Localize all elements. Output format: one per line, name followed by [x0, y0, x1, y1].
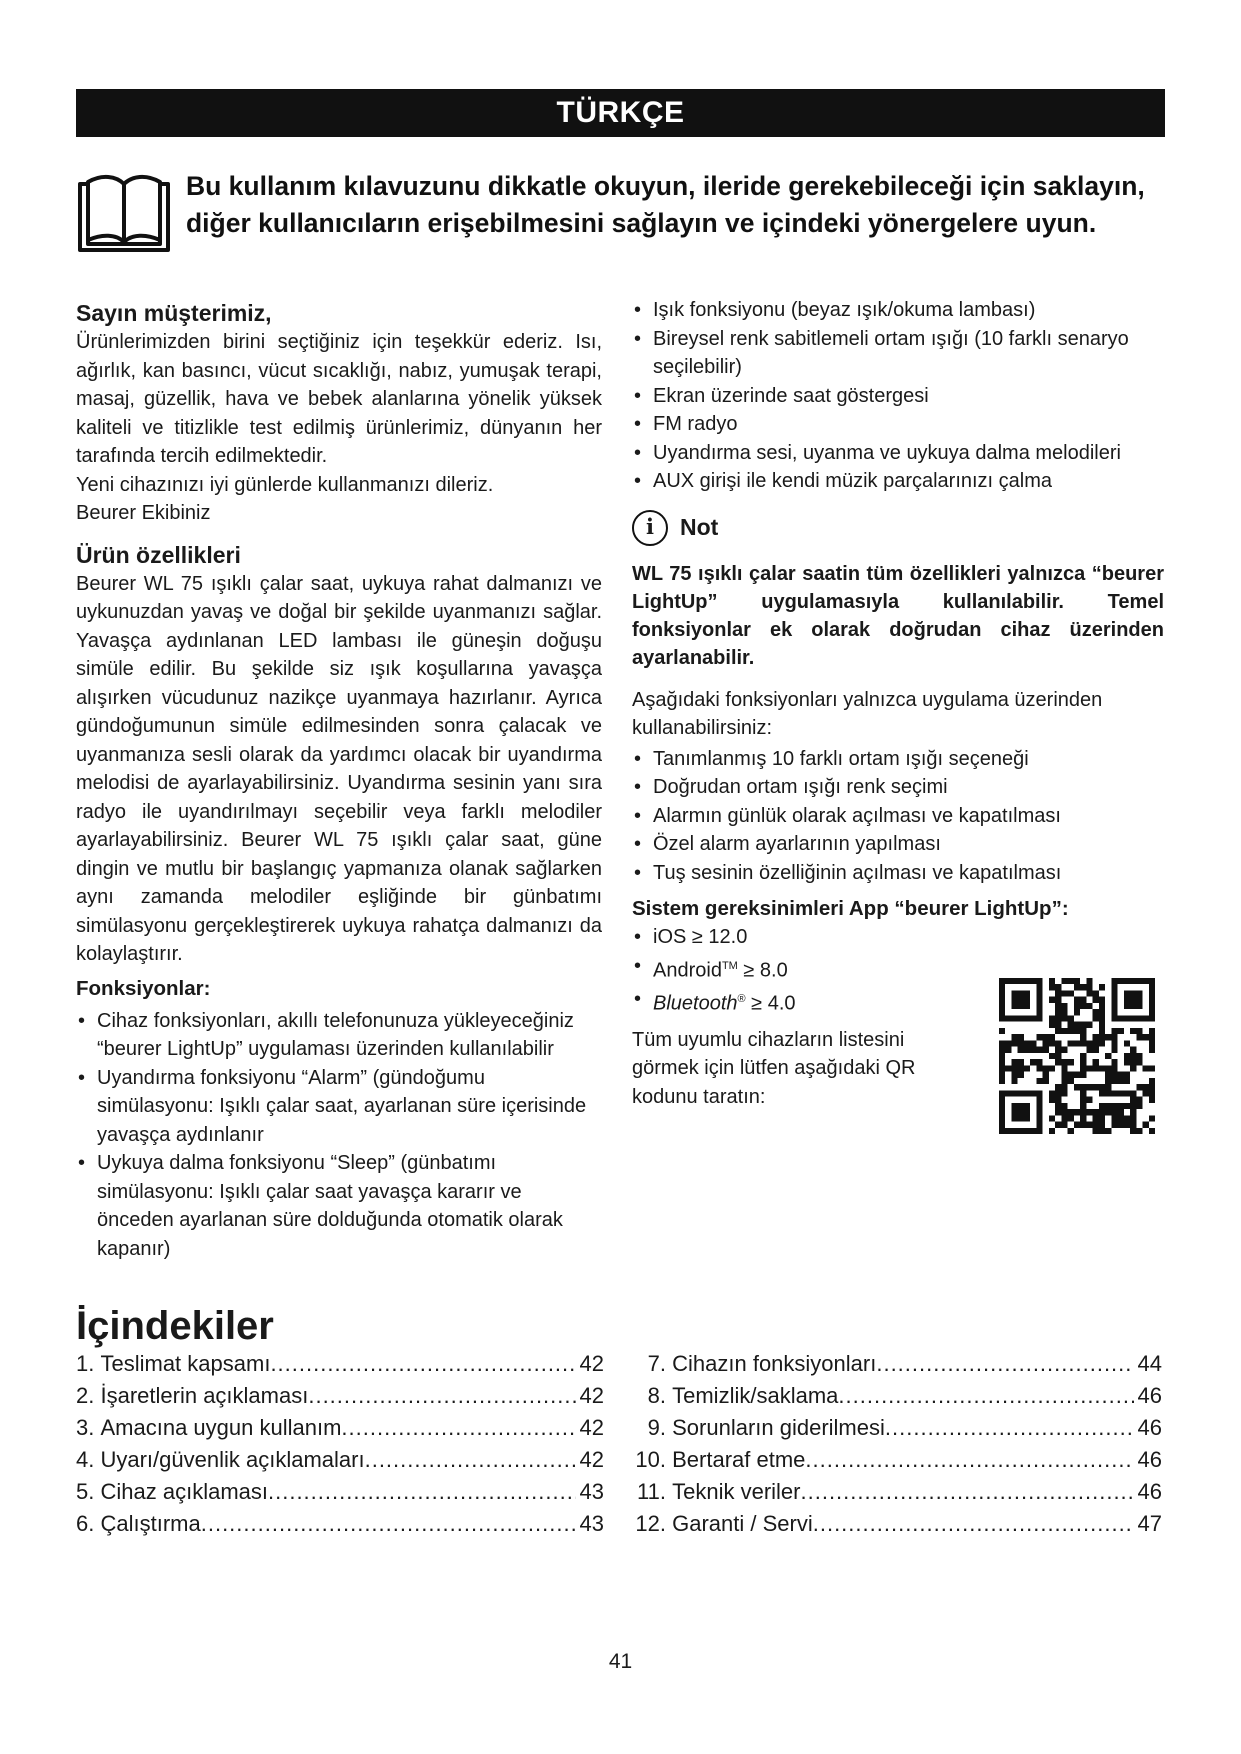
info-icon: i [632, 510, 668, 546]
list-item: • Özel alarm ayarlarının yapılması [632, 830, 1164, 859]
toc-label: Bertaraf etme [672, 1447, 806, 1472]
features-title: Ürün özellikleri [76, 541, 241, 568]
requirements-title: Sistem gereksinimleri App “beurer LightUp”: [632, 897, 1069, 920]
bluetooth-version: ≥ 4.0 [745, 992, 796, 1015]
list-item: • Işık fonksiyonu (beyaz ışık/okuma lambası) [632, 296, 1164, 325]
left-column [76, 298, 602, 1263]
toc-page: 42 [579, 1447, 604, 1472]
list-item: • iOS ≥ 12.0 [632, 923, 962, 952]
toc-title: İçindekiler [76, 1304, 274, 1348]
bluetooth-name: Bluetooth [653, 992, 738, 1015]
functions-title: Fonksiyonlar: [76, 976, 211, 1000]
toc-label: Teslimat kapsamı [100, 1351, 271, 1376]
list-item: • Doğrudan ortam ışığı renk seçimi [632, 773, 1164, 802]
toc-entry[interactable] [76, 1444, 604, 1476]
toc-page: 46 [1137, 1383, 1162, 1408]
list-item: • Uyandırma sesi, uyanma ve uykuya dalma melodileri [632, 439, 1164, 468]
toc-number: 2. [76, 1383, 95, 1408]
list-item: • Bireysel renk sabitlemeli ortam ışığı (10 farklı senaryo seçilebilir) [632, 325, 1164, 382]
language-title: TÜRKÇE [556, 96, 685, 129]
list-item: • FM radyo [632, 410, 1164, 439]
toc-number: 8. [647, 1383, 666, 1408]
toc-entry[interactable] [76, 1380, 604, 1412]
toc-label: Garanti / Servi [672, 1511, 813, 1536]
manual-book-icon [76, 170, 172, 252]
list-item: • Alarmın günlük olarak açılması ve kapatılması [632, 802, 1164, 831]
toc-page: 46 [1137, 1479, 1162, 1504]
toc-page: 46 [1137, 1415, 1162, 1440]
toc-entry[interactable] [76, 1348, 604, 1380]
toc-page: 44 [1137, 1351, 1162, 1376]
list-item: • Tanımlanmış 10 farklı ortam ışığı seçeneği [632, 745, 1164, 774]
toc-label: Amacına uygun kullanım [100, 1415, 342, 1440]
toc-number: 5. [76, 1479, 95, 1504]
toc-number: 4. [76, 1447, 95, 1472]
toc-entry[interactable] [76, 1476, 604, 1508]
toc-number: 3. [76, 1415, 95, 1440]
note-title: Not [680, 514, 719, 541]
note-header [632, 510, 1164, 546]
features-text: Beurer WL 75 ışıklı çalar saat, uykuya rahat dalmanızı ve uykunuzdan yavaş ve doğal bir şekilde uyanmanızı sağlar. Yavaşça aydınlanan LED lambası ile güneşin doğuşu simüle edilir. Bu şekilde siz ışık koşullarına yavaşça alışırken vücudunuz nazikçe uyanmaya hazırlanır. Ayrıca gündoğumunun simüle edilmesinden sonra çalacak ve uyanmanıza sesli olarak da yardımcı olacak bir uyandırma melodisi de ayarlayabilirsiniz. Uyandırma sesinin yanı sıra radyo ile uyandırılmayı seçebilir veya farklı melodiler ayarlayabilirsiniz. Beurer WL 75 ışıklı çalar saat, güne dingin ve mutlu bir başlangıç yapmanıza olanak sağlarken aynı zamanda melodiler eşliğinde bir günbatımı simülasyonu gerçekleştirerek uykuya rahatça dalmanızı da kolaylaştırır. [76, 572, 602, 965]
greeting-team: Beurer Ekibiniz [76, 502, 211, 524]
requirements-list [632, 923, 962, 1018]
qr-code-icon [998, 978, 1156, 1134]
toc-page: 43 [579, 1511, 604, 1536]
toc-entry[interactable] [632, 1508, 1162, 1540]
greeting-title: Sayın müşterimiz, [76, 300, 272, 326]
list-item: • Uyandırma fonksiyonu “Alarm” (gündoğumu simülasyonu: Işıklı çalar saat, ayarlanan süre içerisinde yavaşça aydınlanır [76, 1064, 602, 1150]
android-version: ≥ 8.0 [737, 959, 788, 982]
toc-entry[interactable] [632, 1380, 1162, 1412]
toc-page: 42 [579, 1415, 604, 1440]
toc-label: İşaretlerin açıklaması [100, 1383, 309, 1408]
toc-page: 42 [579, 1351, 604, 1376]
intro-line-1: Bu kullanım kılavuzunu dikkatle okuyun, ileride gerekebileceği için saklayın, [186, 171, 1145, 201]
toc-right [632, 1348, 1162, 1540]
feature-bullets [632, 296, 1164, 496]
toc-label: Cihaz açıklaması [100, 1479, 268, 1504]
toc-label: Çalıştırma [100, 1511, 201, 1536]
list-item: • Cihaz fonksiyonları, akıllı telefonunuza yükleyeceğiniz “beurer LightUp” uygulaması üzerinden kullanılabilir [76, 1007, 602, 1064]
toc-entry[interactable] [632, 1444, 1162, 1476]
note-text: WL 75 ışıklı çalar saatin tüm özellikleri yalnızca “beurer LightUp” uygulamasıyla kullanılabilir. Temel fonksiyonlar ek olarak doğrudan cihaz üzerinden ayarlanabilir. [632, 562, 1164, 669]
intro-instructions [186, 168, 1176, 242]
toc-page: 46 [1137, 1447, 1162, 1472]
functions-list [76, 1007, 602, 1264]
app-only-list [632, 745, 1164, 888]
toc-number: 7. [647, 1351, 666, 1376]
toc-label: Cihazın fonksiyonları [672, 1351, 877, 1376]
list-item [632, 952, 962, 985]
list-item: • Uykuya dalma fonksiyonu “Sleep” (günbatımı simülasyonu: Işıklı çalar saat yavaşça kararır ve önceden ayarlanan süre dolduğunda otomatik olarak kapanır) [76, 1149, 602, 1263]
intro-line-2: diğer kullanıcıların erişebilmesini sağlayın ve içindeki yönergelere uyun. [186, 208, 1097, 238]
android-name: Android [653, 959, 722, 982]
toc-label: Teknik veriler [672, 1479, 801, 1504]
toc-entry[interactable] [632, 1412, 1162, 1444]
registered-sign: ® [737, 992, 746, 1005]
list-item [632, 985, 962, 1018]
greeting-text: Ürünlerimizden birini seçtiğiniz için teşekkür ederiz. Isı, ağırlık, kan basıncı, vücut sıcaklığı, nabız, yumuşak terapi, masaj, güzellik, hava ve bebek alanlarına yönelik yüksek kaliteli ve titizlikle test edilmiş ürünlerimiz, dünyanın her tarafında tercih edilmektedir. [76, 331, 602, 467]
toc-number: 1. [76, 1351, 95, 1376]
toc-number: 9. [647, 1415, 666, 1440]
list-item: • Ekran üzerinde saat göstergesi [632, 382, 1164, 411]
toc-page: 42 [579, 1383, 604, 1408]
toc-label: Uyarı/güvenlik açıklamaları [100, 1447, 365, 1472]
toc-label: Sorunların giderilmesi [672, 1415, 885, 1440]
app-only-intro: Aşağıdaki fonksiyonları yalnızca uygulama üzerinden kullanabilirsiniz: [632, 688, 1103, 739]
list-item: • Tuş sesinin özelliğinin açılması ve kapatılması [632, 859, 1164, 888]
language-header [76, 89, 1165, 137]
qr-instructions: Tüm uyumlu cihazların listesini görmek için lütfen aşağıdaki QR kodunu taratın: [632, 1028, 916, 1108]
toc-page: 47 [1137, 1511, 1162, 1536]
toc-number: 11. [637, 1479, 666, 1504]
toc-entry[interactable] [76, 1412, 604, 1444]
toc-left [76, 1348, 604, 1540]
page-number: 41 [608, 1650, 633, 1673]
toc-entry[interactable] [632, 1476, 1162, 1508]
toc-entry[interactable] [76, 1508, 604, 1540]
toc-number: 12. [635, 1511, 666, 1536]
toc-page: 43 [579, 1479, 604, 1504]
trademark-sign: TM [721, 959, 738, 972]
toc-entry[interactable] [632, 1348, 1162, 1380]
toc-number: 10. [635, 1447, 666, 1472]
list-item: • AUX girişi ile kendi müzik parçalarınızı çalma [632, 467, 1164, 496]
greeting-wish: Yeni cihazınızı iyi günlerde kullanmanızı dileriz. [76, 473, 494, 496]
toc-label: Temizlik/saklama [672, 1383, 839, 1408]
toc-number: 6. [76, 1511, 95, 1536]
